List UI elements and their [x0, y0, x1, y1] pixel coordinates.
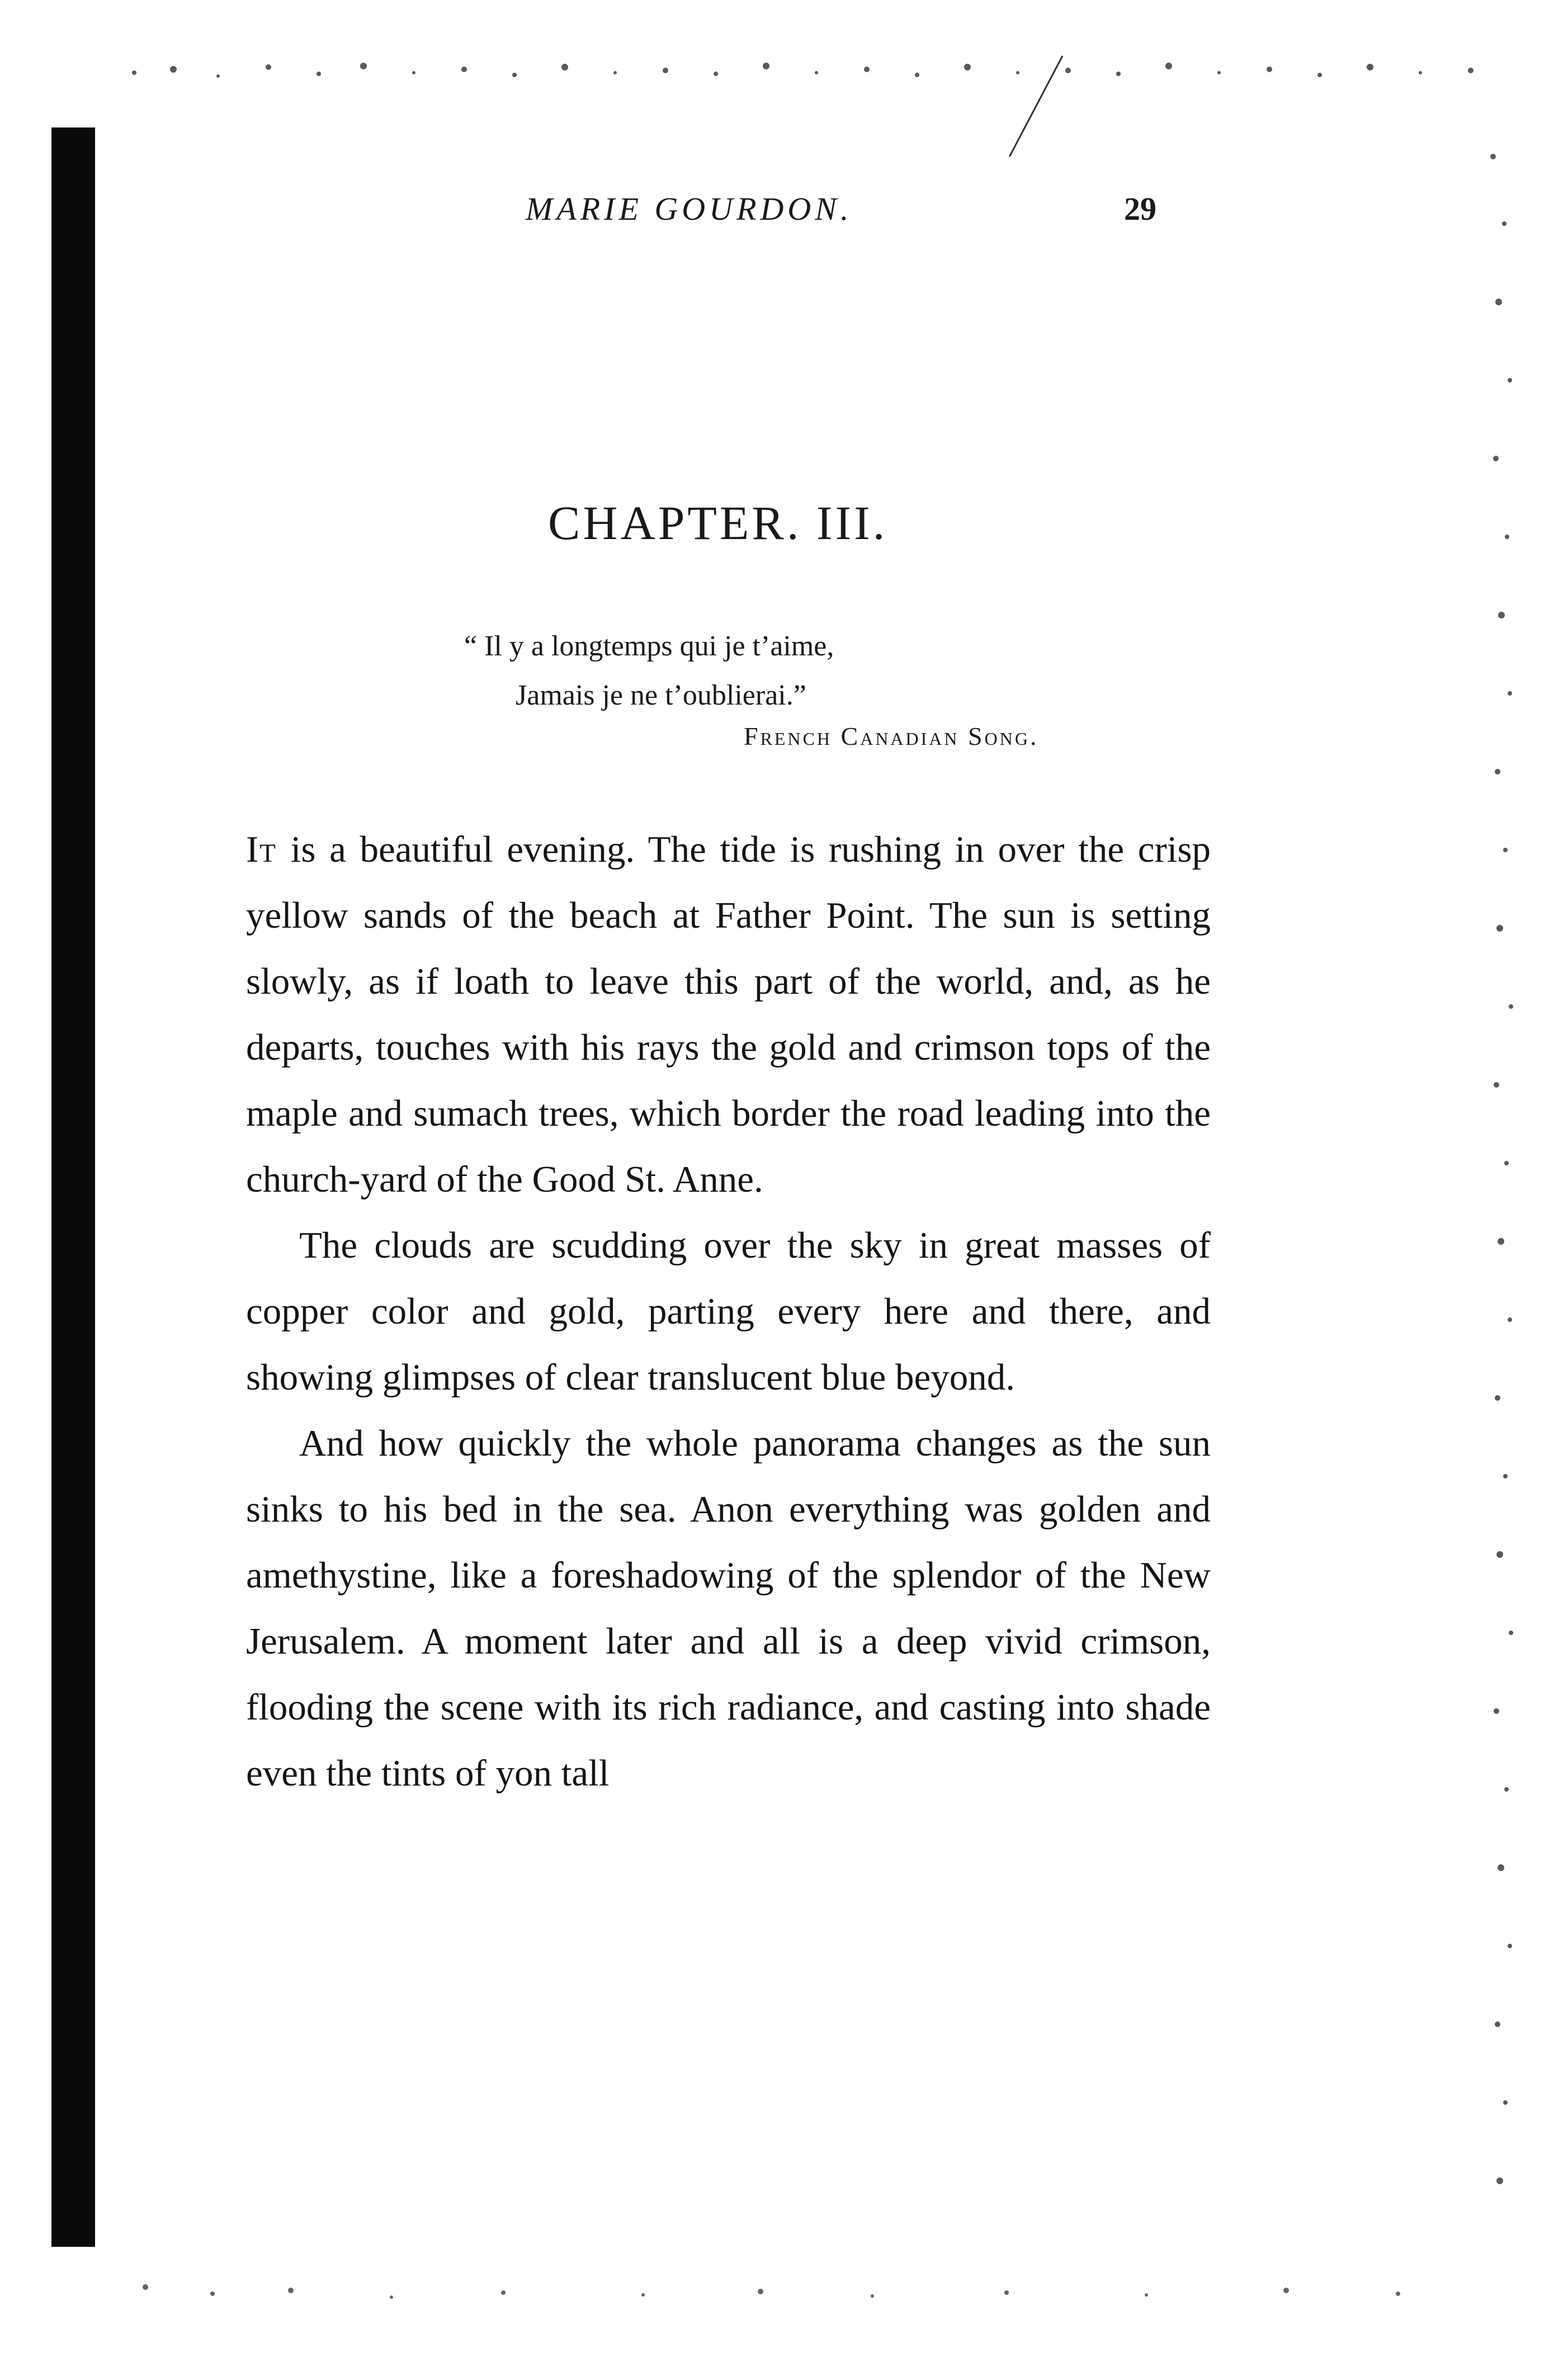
- paragraph-1-text: is a beautiful evening. The tide is rushing in over the crisp yellow sands of the beach at Father Point. The sun is setting slowly, as if loath to leave this part of the world, and, as he departs, touches with his rays the gold and crimson tops of the maple and sumach trees, which border the road leading into the church-yard of the Good St. Anne.: [246, 829, 1211, 1200]
- page-number: 29: [1124, 191, 1156, 227]
- running-head: MARIE GOURDON.: [526, 191, 853, 227]
- scan-edge-noise-top: [101, 22, 1532, 157]
- epigraph: [464, 622, 834, 720]
- scan-edge-noise-right: [1432, 45, 1568, 2337]
- paragraph-3: And how quickly the whole panorama changes as the sun sinks to his bed in the sea. Anon everything was golden and amethystine, like a foreshadowing of the splendor of the New Jerusalem. A moment later and all is a deep vivid crimson, flooding the scene with its rich radiance, and casting into shade even the tints of yon tall: [246, 1423, 1211, 1794]
- epigraph-line-1: “ Il y a longtemps qui je t’aime,: [464, 630, 834, 662]
- epigraph-line-2: Jamais je ne t’oublierai.”: [516, 679, 806, 711]
- body-text: [246, 816, 1211, 1806]
- scan-edge-noise-bottom: [0, 2226, 1568, 2362]
- paragraph-2: The clouds are scudding over the sky in great masses of copper color and gold, parting every here and there, and showing glimpses of clear translucent blue beyond.: [246, 1225, 1211, 1398]
- chapter-title: CHAPTER. III.: [548, 496, 888, 550]
- epigraph-source: French Canadian Song.: [744, 722, 1039, 750]
- binding-shadow: [51, 127, 95, 2247]
- paragraph-1-lead: It: [246, 829, 277, 870]
- paragraph-1: [246, 816, 1211, 1212]
